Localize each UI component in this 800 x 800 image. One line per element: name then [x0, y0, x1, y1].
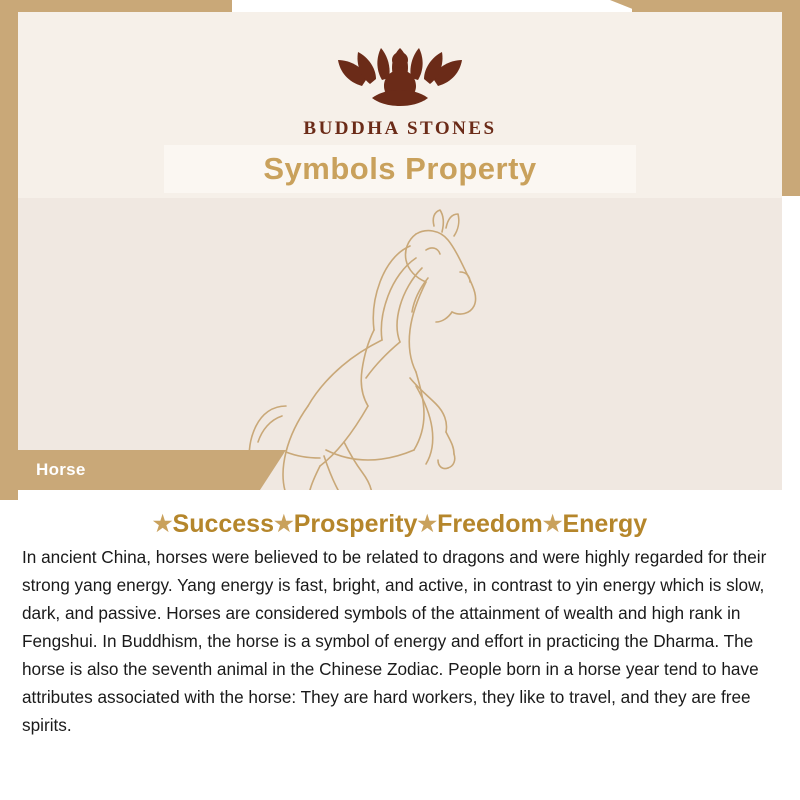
category-label: Horse	[36, 460, 86, 479]
attributes-line	[0, 500, 800, 539]
illustration-panel	[18, 198, 782, 490]
star-icon: ★	[152, 511, 173, 536]
attribute-word: Prosperity	[293, 510, 418, 538]
attribute-word: Energy	[562, 510, 648, 538]
side-band-left	[0, 0, 18, 500]
content-block	[0, 500, 800, 800]
brand-name: BUDDHA STONES	[303, 118, 497, 139]
corner-accent-top-left-diagonal	[206, 0, 232, 12]
attribute-word: Freedom	[437, 510, 543, 538]
side-band-right	[782, 0, 800, 196]
category-label-tab-diagonal	[260, 450, 286, 490]
corner-accent-top-right	[632, 0, 800, 12]
description-paragraph: In ancient China, horses were believed to be related to dragons and were highly regarded for their strong yang energy. Yang energy is fast, bright, and active, in contrast to yin energy which is slow, dark, and passive. Horses are considered symbols of the attainment of wealth and high rank in Fengshui. In Buddhism, the horse is a symbol of energy and effort in practicing the Dharma. The horse is also the seventh animal in the Chinese Zodiac. People born in a horse year tend to have attributes associated with the horse: They are hard workers, they like to travel, and they are free spirits.	[22, 547, 767, 736]
attribute-word: Success	[172, 510, 274, 538]
page-title: Symbols Property	[263, 151, 537, 186]
brand-logo	[18, 24, 782, 140]
lotus-meditation-figure-icon	[310, 24, 490, 116]
category-label-tab	[0, 450, 260, 490]
star-icon: ★	[273, 511, 294, 536]
rearing-horse-line-drawing	[220, 206, 580, 490]
star-icon: ★	[417, 511, 438, 536]
corner-accent-top-left	[0, 0, 232, 12]
title-ribbon	[164, 145, 636, 193]
star-icon: ★	[542, 511, 563, 536]
corner-accent-top-right-diagonal	[610, 0, 640, 12]
